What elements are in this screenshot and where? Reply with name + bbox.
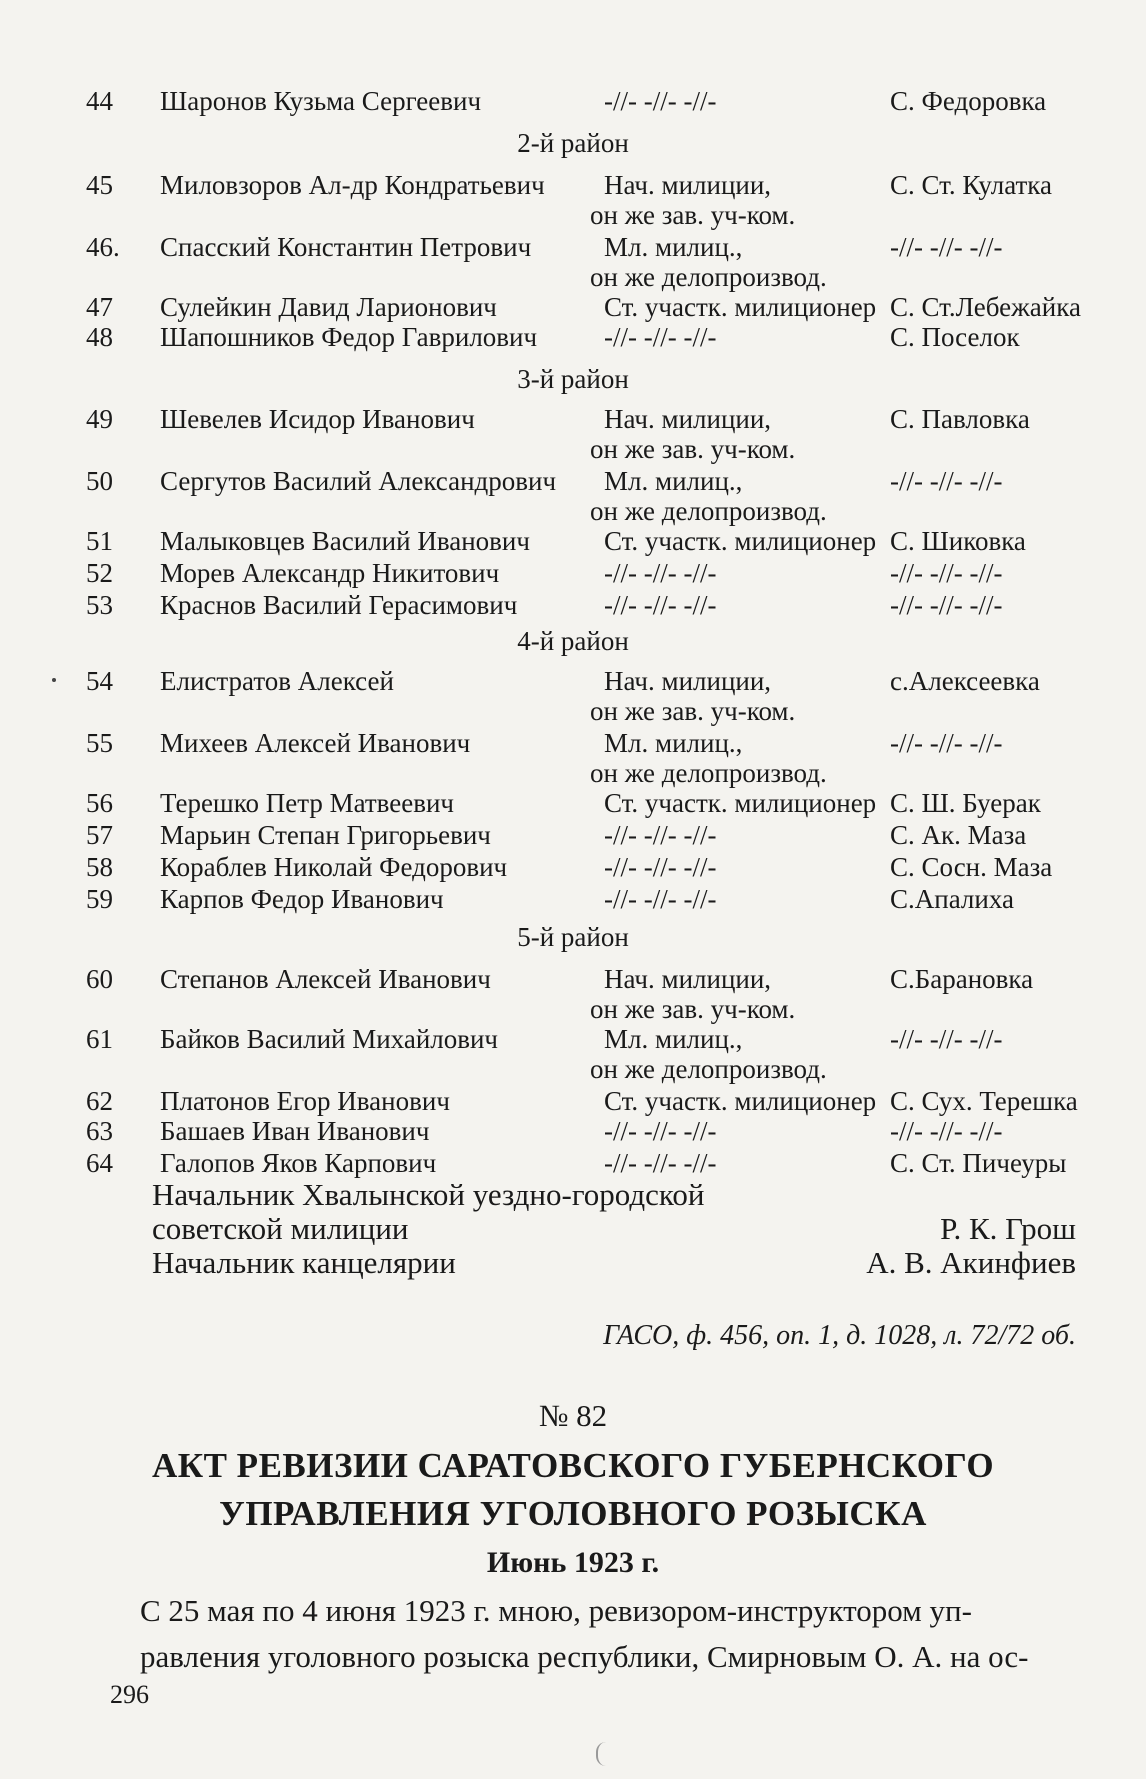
row-position: -//- -//- -//- bbox=[604, 322, 717, 352]
row-name: Шевелев Исидор Иванович bbox=[160, 404, 475, 434]
row-location: С.Барановка bbox=[890, 964, 1034, 994]
row-position: -//- -//- -//- bbox=[604, 820, 717, 850]
row-location: С. Шиковка bbox=[890, 526, 1026, 556]
row-number: 52 bbox=[86, 558, 113, 588]
row-number: 51 bbox=[86, 526, 113, 556]
row-position-cont: он же делопроизвод. bbox=[590, 1054, 827, 1084]
row-number: 62 bbox=[86, 1086, 113, 1116]
page-crease bbox=[596, 1742, 608, 1766]
row-name: Краснов Василий Герасимович bbox=[160, 590, 518, 620]
row-name: Платонов Егор Иванович bbox=[160, 1086, 450, 1116]
archive-source: ГАСО, ф. 456, оп. 1, д. 1028, л. 72/72 об. bbox=[603, 1320, 1076, 1351]
document-number: № 82 bbox=[538, 1398, 608, 1433]
row-location: С. Ст.Лебежайка bbox=[890, 292, 1081, 322]
row-position: Нач. милиции, bbox=[604, 666, 772, 696]
row-location: С. Сосн. Маза bbox=[890, 852, 1053, 882]
row-name: Кораблев Николай Федорович bbox=[160, 852, 508, 882]
row-name: Сергутов Василий Александрович bbox=[160, 466, 557, 496]
row-name: Степанов Алексей Иванович bbox=[160, 964, 491, 994]
row-number: 55 bbox=[86, 728, 113, 758]
row-location: С. Павловка bbox=[890, 404, 1030, 434]
row-number: 49 bbox=[86, 404, 113, 434]
row-location: с.Алексеевка bbox=[890, 666, 1040, 696]
district-heading: 5-й район bbox=[517, 922, 629, 952]
row-name: Марьин Степан Григорьевич bbox=[160, 820, 491, 850]
row-position: Ст. участк. милиционер bbox=[604, 292, 877, 322]
row-name: Малыковцев Василий Иванович bbox=[160, 526, 530, 556]
district-heading: 2-й район bbox=[517, 128, 629, 158]
row-number: 63 bbox=[86, 1116, 113, 1146]
row-position: Мл. милиц., bbox=[604, 728, 743, 758]
row-number: 58 bbox=[86, 852, 113, 882]
row-number: 53 bbox=[86, 590, 113, 620]
row-number: 46. bbox=[86, 232, 120, 262]
row-position-cont: он же делопроизвод. bbox=[590, 496, 827, 526]
document-date: Июнь 1923 г. bbox=[486, 1546, 660, 1579]
row-location: С.Апалиха bbox=[890, 884, 1014, 914]
row-name: Михеев Алексей Иванович bbox=[160, 728, 471, 758]
row-name: Галопов Яков Карпович bbox=[160, 1148, 437, 1178]
row-position-cont: он же зав. уч-ком. bbox=[590, 994, 796, 1024]
row-position: Нач. милиции, bbox=[604, 964, 772, 994]
row-location: С. Ст. Пичеуры bbox=[890, 1148, 1067, 1178]
document-title-line-1: АКТ РЕВИЗИИ САРАТОВСКОГО ГУБЕРНСКОГО bbox=[151, 1446, 995, 1485]
row-position: Нач. милиции, bbox=[604, 404, 772, 434]
row-number: 47 bbox=[86, 292, 113, 322]
row-number: 45 bbox=[86, 170, 113, 200]
row-position-cont: он же делопроизвод. bbox=[590, 758, 827, 788]
row-number: 54 bbox=[86, 666, 113, 696]
document-title-line-2: УПРАВЛЕНИЯ УГОЛОВНОГО РОЗЫСКА bbox=[219, 1494, 927, 1533]
signature-title-1: Начальник Хвалынской уездно-городской bbox=[152, 1177, 705, 1212]
row-number: 64 bbox=[86, 1148, 113, 1178]
row-name: Байков Василий Михайлович bbox=[160, 1024, 499, 1054]
row-position-cont: он же делопроизвод. bbox=[590, 262, 827, 292]
row-name: Елистратов Алексей bbox=[160, 666, 394, 696]
row-location: -//- -//- -//- bbox=[890, 558, 1003, 588]
row-position-cont: он же зав. уч-ком. bbox=[590, 434, 796, 464]
page-number: 296 bbox=[110, 1680, 149, 1709]
row-location: С. Ст. Кулатка bbox=[890, 170, 1052, 200]
row-number: 59 bbox=[86, 884, 113, 914]
row-name: Шапошников Федор Гаврилович bbox=[160, 322, 538, 352]
row-position: -//- -//- -//- bbox=[604, 1148, 717, 1178]
row-position: Ст. участк. милиционер bbox=[604, 788, 877, 818]
row-name: Шаронов Кузьма Сергеевич bbox=[160, 86, 482, 116]
row-location: -//- -//- -//- bbox=[890, 1024, 1003, 1054]
row-name: Башаев Иван Иванович bbox=[160, 1116, 430, 1146]
row-name: Спасский Константин Петрович bbox=[160, 232, 532, 262]
row-name: Миловзоров Ал-др Кондратьевич bbox=[160, 170, 545, 200]
row-name: Морев Александр Никитович bbox=[160, 558, 500, 588]
signature-name-1: Р. К. Грош bbox=[940, 1211, 1076, 1246]
row-number: 48 bbox=[86, 322, 113, 352]
row-number: 61 bbox=[86, 1024, 113, 1054]
row-position: Мл. милиц., bbox=[604, 466, 743, 496]
row-name: Терешко Петр Матвеевич bbox=[160, 788, 455, 818]
signature-title-2: Начальник канцелярии bbox=[152, 1245, 456, 1280]
district-heading: 3-й район bbox=[517, 364, 629, 394]
row-location: С. Федоровка bbox=[890, 86, 1047, 116]
row-name: Сулейкин Давид Ларионович bbox=[160, 292, 497, 322]
row-location: С. Ак. Маза bbox=[890, 820, 1027, 850]
row-location: -//- -//- -//- bbox=[890, 728, 1003, 758]
row-number: 60 bbox=[86, 964, 113, 994]
row-position: Мл. милиц., bbox=[604, 1024, 743, 1054]
row-position: Ст. участк. милиционер bbox=[604, 526, 877, 556]
row-position: -//- -//- -//- bbox=[604, 884, 717, 914]
row-number: 44 bbox=[86, 86, 113, 116]
row-position: -//- -//- -//- bbox=[604, 590, 717, 620]
row-location: С. Поселок bbox=[890, 322, 1020, 352]
paragraph-line-1: С 25 мая по 4 июня 1923 г. мною, ревизором-инструктором уп- bbox=[140, 1593, 972, 1628]
row-location: -//- -//- -//- bbox=[890, 466, 1003, 496]
row-number: 50 bbox=[86, 466, 113, 496]
row-position-cont: он же зав. уч-ком. bbox=[590, 200, 796, 230]
signature-name-2: А. В. Акинфиев bbox=[866, 1245, 1076, 1280]
row-position: Мл. милиц., bbox=[604, 232, 743, 262]
signature-title-1-cont: советской милиции bbox=[152, 1211, 409, 1246]
row-position-cont: он же зав. уч-ком. bbox=[590, 696, 796, 726]
paragraph-line-2: равления уголовного розыска республики, Смирновым О. А. на ос- bbox=[140, 1639, 1029, 1674]
margin-dot bbox=[52, 678, 56, 682]
row-position: Нач. милиции, bbox=[604, 170, 772, 200]
row-location: С. Сух. Терешка bbox=[890, 1086, 1078, 1116]
row-location: -//- -//- -//- bbox=[890, 1116, 1003, 1146]
row-name: Карпов Федор Иванович bbox=[160, 884, 444, 914]
row-position: -//- -//- -//- bbox=[604, 852, 717, 882]
district-heading: 4-й район bbox=[517, 626, 629, 656]
row-position: -//- -//- -//- bbox=[604, 1116, 717, 1146]
row-position: -//- -//- -//- bbox=[604, 558, 717, 588]
row-location: -//- -//- -//- bbox=[890, 232, 1003, 262]
row-position: -//- -//- -//- bbox=[604, 86, 717, 116]
row-location: -//- -//- -//- bbox=[890, 590, 1003, 620]
row-position: Ст. участк. милиционер bbox=[604, 1086, 877, 1116]
row-location: С. Ш. Буерак bbox=[890, 788, 1041, 818]
row-number: 57 bbox=[86, 820, 113, 850]
row-number: 56 bbox=[86, 788, 113, 818]
